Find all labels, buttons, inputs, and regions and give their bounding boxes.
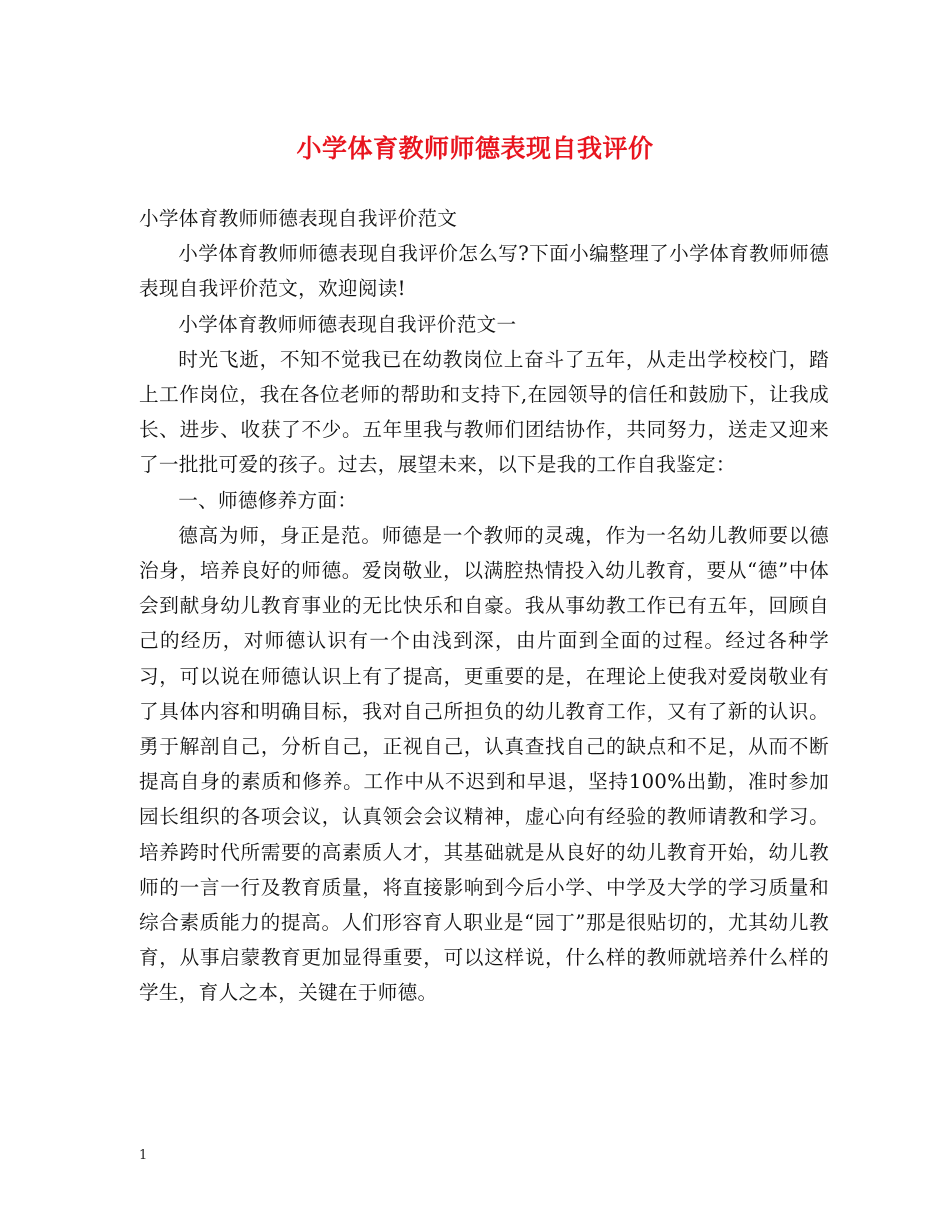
body-paragraph: 时光飞逝，不知不觉我已在幼教岗位上奋斗了五年，从走出学校校门，踏上工作岗位，我在各位老师的帮助和支持下,在园领导的信任和鼓励下，让我成长、进步、收获了不少。五年里我与教师们团结协作，共同努力，送走又迎来了一批批可爱的孩子。过去，展望未来，以下是我的工作自我鉴定： (139, 347, 829, 477)
document-title: 小学体育教师师德表现自我评价 (296, 134, 654, 163)
body-paragraph: 德高为师，身正是范。师德是一个教师的灵魂，作为一名幼儿教师要以德治身，培养良好的师德。爱岗敬业，以满腔热情投入幼儿教育，要从“德”中体会到献身幼儿教育事业的无比快乐和自豪。我从事幼教工作已有五年，回顾自己的经历，对师德认识有一个由浅到深，由片面到全面的过程。经过各种学习，可以说在师德认识上有了提高，更重要的是，在理论上使我对爱岗敬业有了具体内容和明确目标，我对自己所担负的幼儿教育工作，又有了新的认识。勇于解剖自己，分析自己，正视自己，认真查找自己的缺点和不足，从而不断提高自身的素质和修养。工作中从不迟到和早退，坚持100%出勤，准时参加园长组织的各项会议，认真领会会议精神，虚心向有经验的教师请教和学习。培养跨时代所需要的高素质人才，其基础就是从良好的幼儿教育开始，幼儿教师的一言一行及教育质量，将直接影响到今后小学、中学及大学的学习质量和综合素质能力的提高。人们形容育人职业是“园丁”那是很贴切的，尤其幼儿教育，从事启蒙教育更加显得重要，可以这样说，什么样的教师就培养什么样的学生，育人之本，关键在于师德。 (139, 523, 829, 1005)
subtitle-paragraph: 小学体育教师师德表现自我评价范文 (139, 207, 458, 230)
document-body (139, 201, 829, 1011)
section-heading-paragraph: 小学体育教师师德表现自我评价范文一 (178, 312, 517, 336)
page-number: 1 (139, 1148, 148, 1163)
subsection-heading-paragraph: 一、师德修养方面： (178, 488, 358, 512)
intro-paragraph: 小学体育教师师德表现自我评价怎么写?下面小编整理了小学体育教师师德表现自我评价范文，欢迎阅读! (139, 242, 829, 301)
